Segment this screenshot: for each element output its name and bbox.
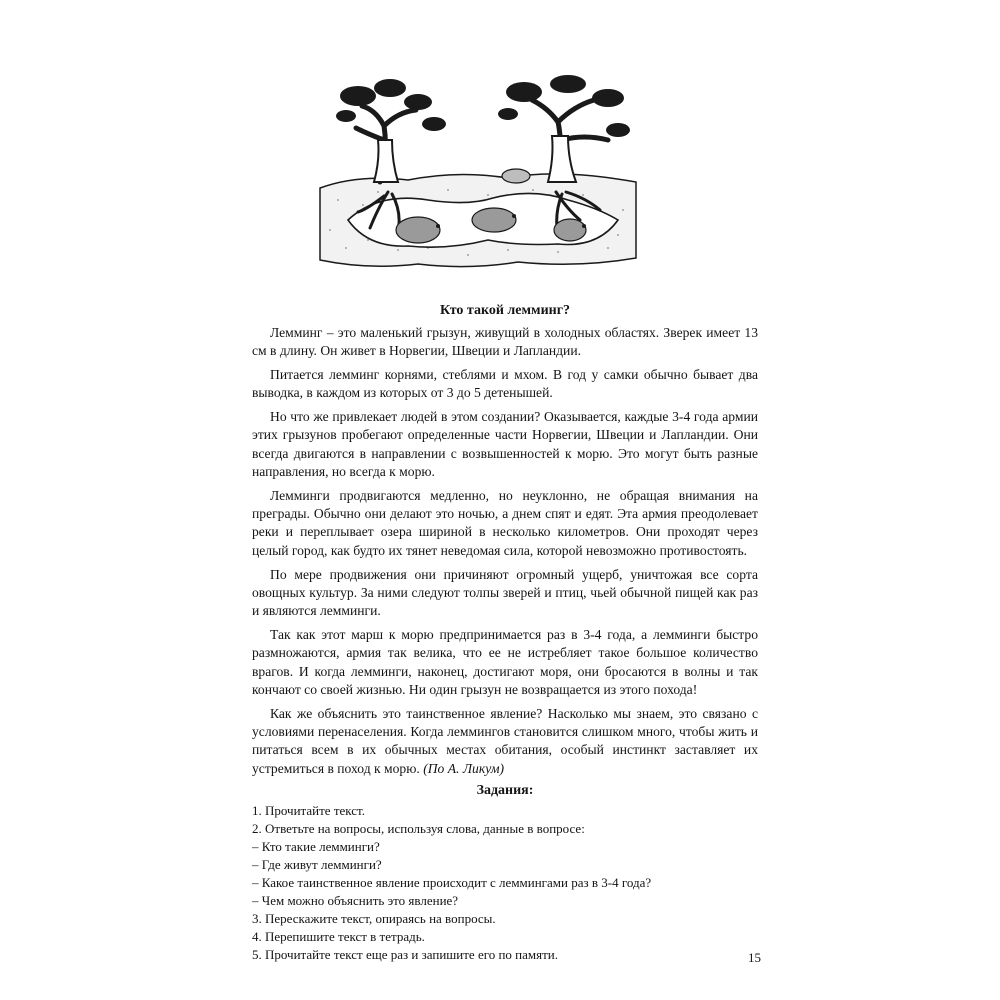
paragraph: По мере продвижения они причиняют огромный ущерб, уничтожая все сорта овощных культур. За ними следуют толпы зверей и птиц, чьей обычной пищей как раз и являются лемминги. <box>252 566 758 619</box>
paragraph: Но что же привлекает людей в этом создании? Оказывается, каждые 3-4 года армии этих грызунов пробегают определенные части Норвегии, Швеции и Лапландии. Они всегда двигаются в направлении с возвышенностей к морю. Это могут быть разные направления, но всегда к морю. <box>252 409 758 480</box>
article-text <box>252 302 758 964</box>
paragraph-last <box>252 705 758 778</box>
paragraph: Лемминг – это маленький грызун, живущий в холодных областях. Зверек имеет 13 см в длину. Он живет в Норвегии, Швеции и Лапландии. <box>252 325 758 359</box>
task-item: – Какое таинственное явление происходит с леммингами раз в 3-4 года? <box>252 875 652 891</box>
task-item: – Кто такие лемминги? <box>252 839 380 855</box>
lemming-burrow-illustration <box>318 70 638 302</box>
task-item: 1. Прочитайте текст. <box>252 803 365 819</box>
task-item: 2. Ответьте на вопросы, используя слова, данные в вопросе: <box>252 821 585 837</box>
paragraph-text: Как же объяснить это таинственное явление? Насколько мы знаем, это связано с условиями перенаселения. Когда леммингов становится слишком много, чтобы жить и питаться всем в их обычных местах обитания, особый инстинкт заставляет их устремиться в поход к морю. <box>252 705 758 776</box>
task-item: 3. Перескажите текст, опираясь на вопросы. <box>252 911 496 927</box>
page-number: 15 <box>748 950 761 965</box>
tasks-title: Задания: <box>476 783 534 799</box>
task-item: 5. Прочитайте текст еще раз и запишите его по памяти. <box>252 947 558 963</box>
paragraph: Лемминги продвигаются медленно, но неуклонно, не обращая внимания на преграды. Обычно они делают это ночью, а днем спят и едят. Эта армия преодолевает реки и переплывает озера шириной в несколько километров. Они проходят через целый город, как будто их тянет неведомая сила, которой невозможно противостоять. <box>252 487 758 558</box>
paragraph: Питается лемминг корнями, стеблями и мхом. В год у самки обычно бывает два выводка, в каждом из которых от 3 до 5 детенышей. <box>252 367 758 401</box>
task-item: 4. Перепишите текст в тетрадь. <box>252 929 425 945</box>
paragraph: Так как этот марш к морю предпринимается раз в 3-4 года, а лемминги быстро размножаются, армия так велика, что ее не истребляет такое большое количество врагов. И когда лемминги, наконец, достигают моря, они бросаются в волны и так кончают со своей жизнью. Ни один грызун не возвращается из этого похода! <box>252 626 758 697</box>
task-item: – Где живут лемминги? <box>252 857 382 873</box>
article-title: Кто такой лемминг? <box>439 303 571 318</box>
task-item: – Чем можно объяснить это явление? <box>252 893 459 909</box>
task-list <box>252 802 758 964</box>
source-credit: (По А. Ликум) <box>423 760 505 776</box>
